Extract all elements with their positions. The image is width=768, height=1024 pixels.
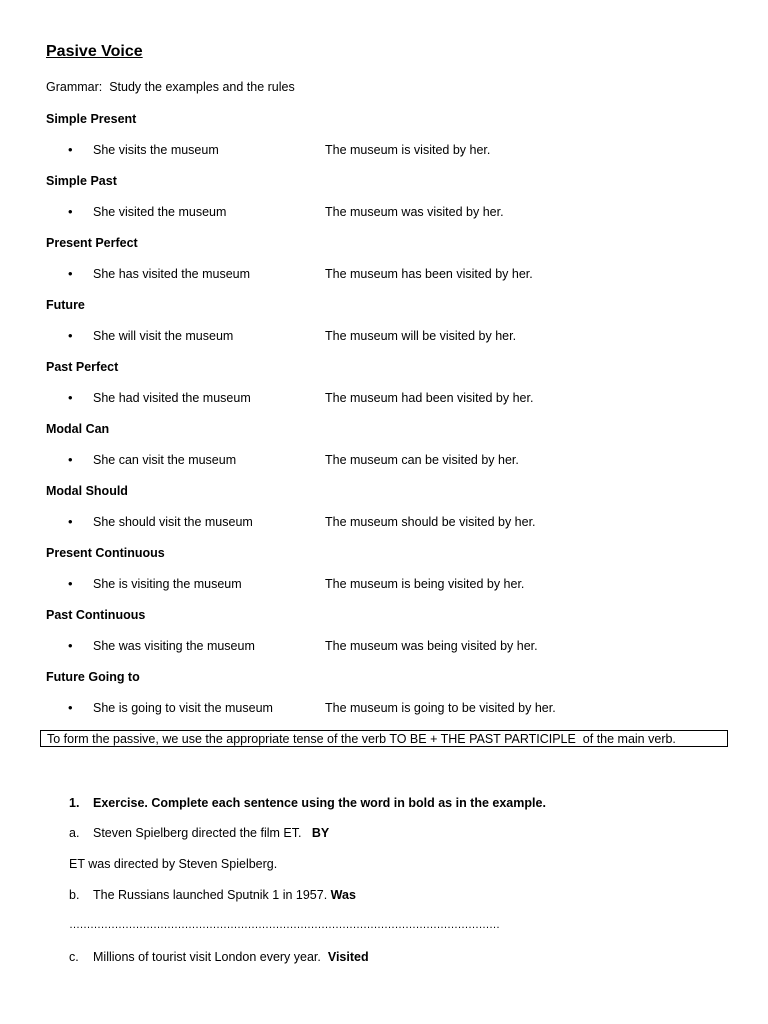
passive-sentence: The museum can be visited by her. xyxy=(325,453,519,467)
example-row xyxy=(0,701,768,719)
active-sentence: She can visit the museum xyxy=(93,453,237,467)
bullet-icon: • xyxy=(68,700,73,715)
passive-sentence: The museum was visited by her. xyxy=(325,205,504,219)
passive-sentence: The museum has been visited by her. xyxy=(325,267,533,281)
example-row xyxy=(0,391,768,409)
passive-sentence: The museum was being visited by her. xyxy=(325,639,538,653)
page-title: Pasive Voice xyxy=(46,43,143,60)
example-row xyxy=(0,515,768,533)
active-sentence: She visited the museum xyxy=(93,205,227,219)
passive-sentence: The museum is visited by her. xyxy=(325,143,491,157)
item-keyword: Visited xyxy=(327,950,369,964)
item-text xyxy=(93,826,329,840)
item-keyword: BY xyxy=(311,826,330,840)
passive-sentence: The museum is going to be visited by her. xyxy=(325,701,556,715)
active-sentence: She had visited the museum xyxy=(93,391,251,405)
bullet-icon: • xyxy=(68,638,73,653)
section-heading: Modal Can xyxy=(46,422,110,436)
example-row xyxy=(0,267,768,285)
bullet-icon: • xyxy=(68,266,73,281)
passive-sentence: The museum had been visited by her. xyxy=(325,391,534,405)
exercise-instruction: Exercise. Complete each sentence using the word in bold as in the example. xyxy=(93,796,546,810)
example-row xyxy=(0,453,768,471)
item-letter: a. xyxy=(69,826,80,840)
active-sentence: She is going to visit the museum xyxy=(93,701,273,715)
example-answer: ET was directed by Steven Spielberg. xyxy=(69,857,278,871)
active-sentence: She was visiting the museum xyxy=(93,639,255,653)
example-row xyxy=(0,205,768,223)
rule-box: To form the passive, we use the appropriate tense of the verb TO BE + THE PAST PARTICIPLE of the main verb. xyxy=(40,730,728,747)
item-letter: c. xyxy=(69,950,79,964)
item-sentence: Millions of tourist visit London every year. xyxy=(93,950,321,964)
example-row xyxy=(0,639,768,657)
item-keyword: Was xyxy=(330,888,356,902)
bullet-icon: • xyxy=(68,328,73,343)
section-heading: Future Going to xyxy=(46,670,140,684)
answer-blank-line[interactable]: …………………………………………………………………………………………………………… xyxy=(69,919,500,931)
bullet-icon: • xyxy=(68,204,73,219)
bullet-icon: • xyxy=(68,576,73,591)
bullet-icon: • xyxy=(68,390,73,405)
intro-text: Grammar: Study the examples and the rules xyxy=(46,80,295,94)
active-sentence: She will visit the museum xyxy=(93,329,234,343)
item-text xyxy=(93,888,356,902)
section-heading: Simple Present xyxy=(46,112,137,126)
active-sentence: She has visited the museum xyxy=(93,267,251,281)
item-text xyxy=(93,950,369,964)
bullet-icon: • xyxy=(68,142,73,157)
passive-sentence: The museum should be visited by her. xyxy=(325,515,536,529)
section-heading: Past Perfect xyxy=(46,360,119,374)
active-sentence: She should visit the museum xyxy=(93,515,253,529)
exercise-number: 1. xyxy=(69,796,80,810)
example-row xyxy=(0,143,768,161)
item-sentence: Steven Spielberg directed the film ET. xyxy=(93,826,302,840)
bullet-icon: • xyxy=(68,452,73,467)
section-heading: Modal Should xyxy=(46,484,128,498)
section-heading: Past Continuous xyxy=(46,608,146,622)
active-sentence: She is visiting the museum xyxy=(93,577,242,591)
section-heading: Present Continuous xyxy=(46,546,165,560)
example-row xyxy=(0,329,768,347)
item-sentence: The Russians launched Sputnik 1 in 1957. xyxy=(93,888,328,902)
bullet-icon: • xyxy=(68,514,73,529)
passive-sentence: The museum will be visited by her. xyxy=(325,329,517,343)
item-letter: b. xyxy=(69,888,80,902)
example-row xyxy=(0,577,768,595)
section-heading: Future xyxy=(46,298,85,312)
passive-sentence: The museum is being visited by her. xyxy=(325,577,525,591)
section-heading: Present Perfect xyxy=(46,236,138,250)
section-heading: Simple Past xyxy=(46,174,117,188)
active-sentence: She visits the museum xyxy=(93,143,219,157)
